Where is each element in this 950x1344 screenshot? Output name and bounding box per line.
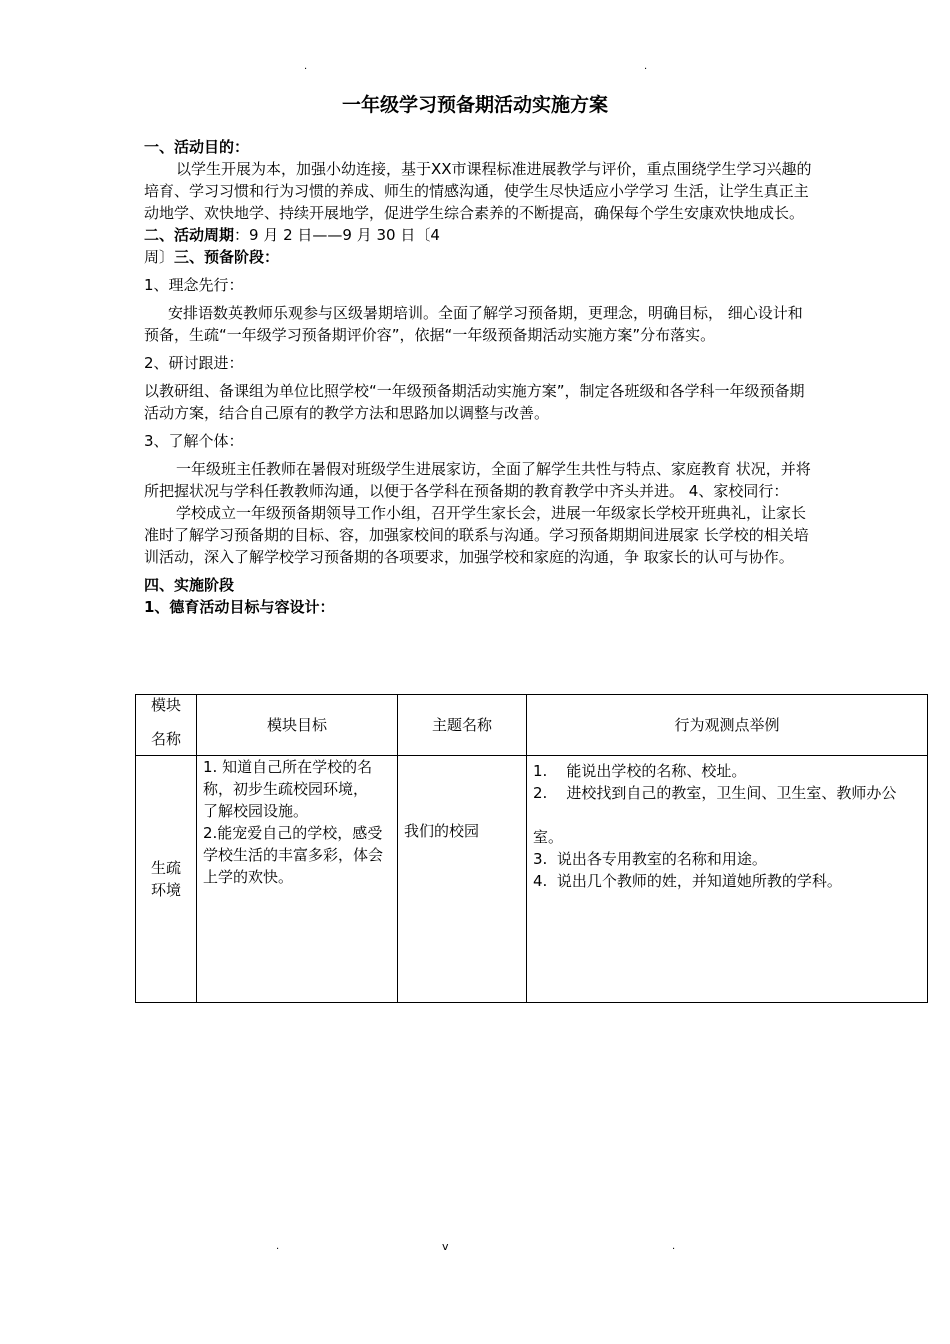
goal-line: 2.能宠爱自己的学校，感受学校生活的丰富多彩，体会上学的欢快。	[203, 824, 384, 886]
header-module-top: 模块	[150, 696, 181, 714]
header-module	[136, 695, 197, 756]
item-1-body: 安排语数英教师乐观参与区级暑期培训。全面了解学习预备期，更理念，明确目标， 细心设计和预备，生疏“一年级学习预备期评价容”，依据“一年级预备期活动实施方案”分布落实。	[144, 304, 803, 344]
cell-module: 生疏环境	[136, 756, 197, 1003]
cell-goal	[197, 756, 398, 1003]
header-theme: 主题名称	[398, 695, 527, 756]
section-2-cont: 周〕	[144, 248, 175, 266]
cell-theme: 我们的校园	[398, 756, 527, 1003]
item-2-heading: 2、研讨跟进：	[144, 354, 244, 372]
footer-dot-left: .	[276, 1241, 280, 1252]
section-1-heading: 一、活动目的：	[144, 138, 250, 156]
section-4-subheading: 1、德育活动目标与容设计：	[144, 598, 335, 616]
moral-activity-table	[135, 694, 928, 1003]
section-3-heading: 三、预备阶段：	[174, 248, 280, 266]
section-1-body: 以学生开展为本，加强小幼连接，基于XX市课程标准进展教学与评价，重点围绕学生学习兴趣的培育、学习习惯和行为习惯的养成、师生的情感沟通，使学生尽快适应小学学习 生活，让学生真正主动地学、欢快地学、持续开展地学，促进学生综合素养的不断提高，确保每个学生安康欢快地成长。	[144, 160, 812, 222]
item-4-body: 学校成立一年级预备期领导工作小组，召开学生家长会，进展一年级家长学校开班典礼，让家长准时了解学习预备期的目标、容，加强家校间的联系与沟通。学习预备期期间进展家 长学校的相关培训活动，深入了解学校学习预备期的各项要求，加强学校和家庭的沟通，争 取家长的认可与协作。	[144, 504, 809, 566]
behavior-line: 4. 说出几个教师的姓，并知道她所教的学科。	[533, 872, 842, 890]
goal-line: 1. 知道自己所在学校的名称，初步生疏校园环境，	[203, 758, 373, 798]
section-4-heading: 四、实施阶段	[144, 576, 235, 594]
section-2-line	[144, 224, 814, 246]
item-1-heading: 1、理念先行：	[144, 276, 244, 294]
item-2-body: 以教研组、备课组为单位比照学校“一年级预备期活动实施方案”，制定各班级和各学科一年级预备期活动方案，结合自己原有的教学方法和思路加以调整与改善。	[144, 382, 805, 422]
goal-line: 了解校园设施。	[203, 802, 309, 820]
header-behavior: 行为观测点举例	[527, 695, 928, 756]
header-dot-left: .	[304, 61, 308, 72]
footer-dot-right: .	[672, 1241, 676, 1252]
item-3-body: 一年级班主任教师在暑假对班级学生进展家访，全面了解学生共性与特点、家庭教育 状况，并将所把握状况与学科任教教师沟通，以便于各学科在预备期的教育教学中齐头并进。 4、家校同行：	[144, 460, 811, 500]
cell-behavior	[527, 756, 928, 1003]
behavior-line: 室。	[533, 828, 564, 846]
section-2-body: ：9 月 2 日——9 月 30 日〔4	[234, 226, 440, 244]
header-dot-right: .	[644, 61, 648, 72]
table-header-row	[136, 695, 928, 756]
footer-page-mark: v	[442, 1240, 449, 1253]
item-3-heading: 3、了解个体：	[144, 432, 244, 450]
behavior-line: 3. 说出各专用教室的名称和用途。	[533, 850, 767, 868]
behavior-line: 2. 进校找到自己的教室，卫生间、卫生室、教师办公	[533, 784, 897, 802]
section-2-heading: 二、活动周期	[144, 226, 235, 244]
header-module-bottom: 名称	[150, 730, 181, 748]
document-body	[144, 136, 814, 618]
table-row	[136, 756, 928, 1003]
behavior-line: 1. 能说出学校的名称、校址。	[533, 762, 747, 780]
section-3-line	[144, 246, 814, 268]
header-goal: 模块目标	[197, 695, 398, 756]
page-title: 一年级学习预备期活动实施方案	[341, 94, 608, 116]
